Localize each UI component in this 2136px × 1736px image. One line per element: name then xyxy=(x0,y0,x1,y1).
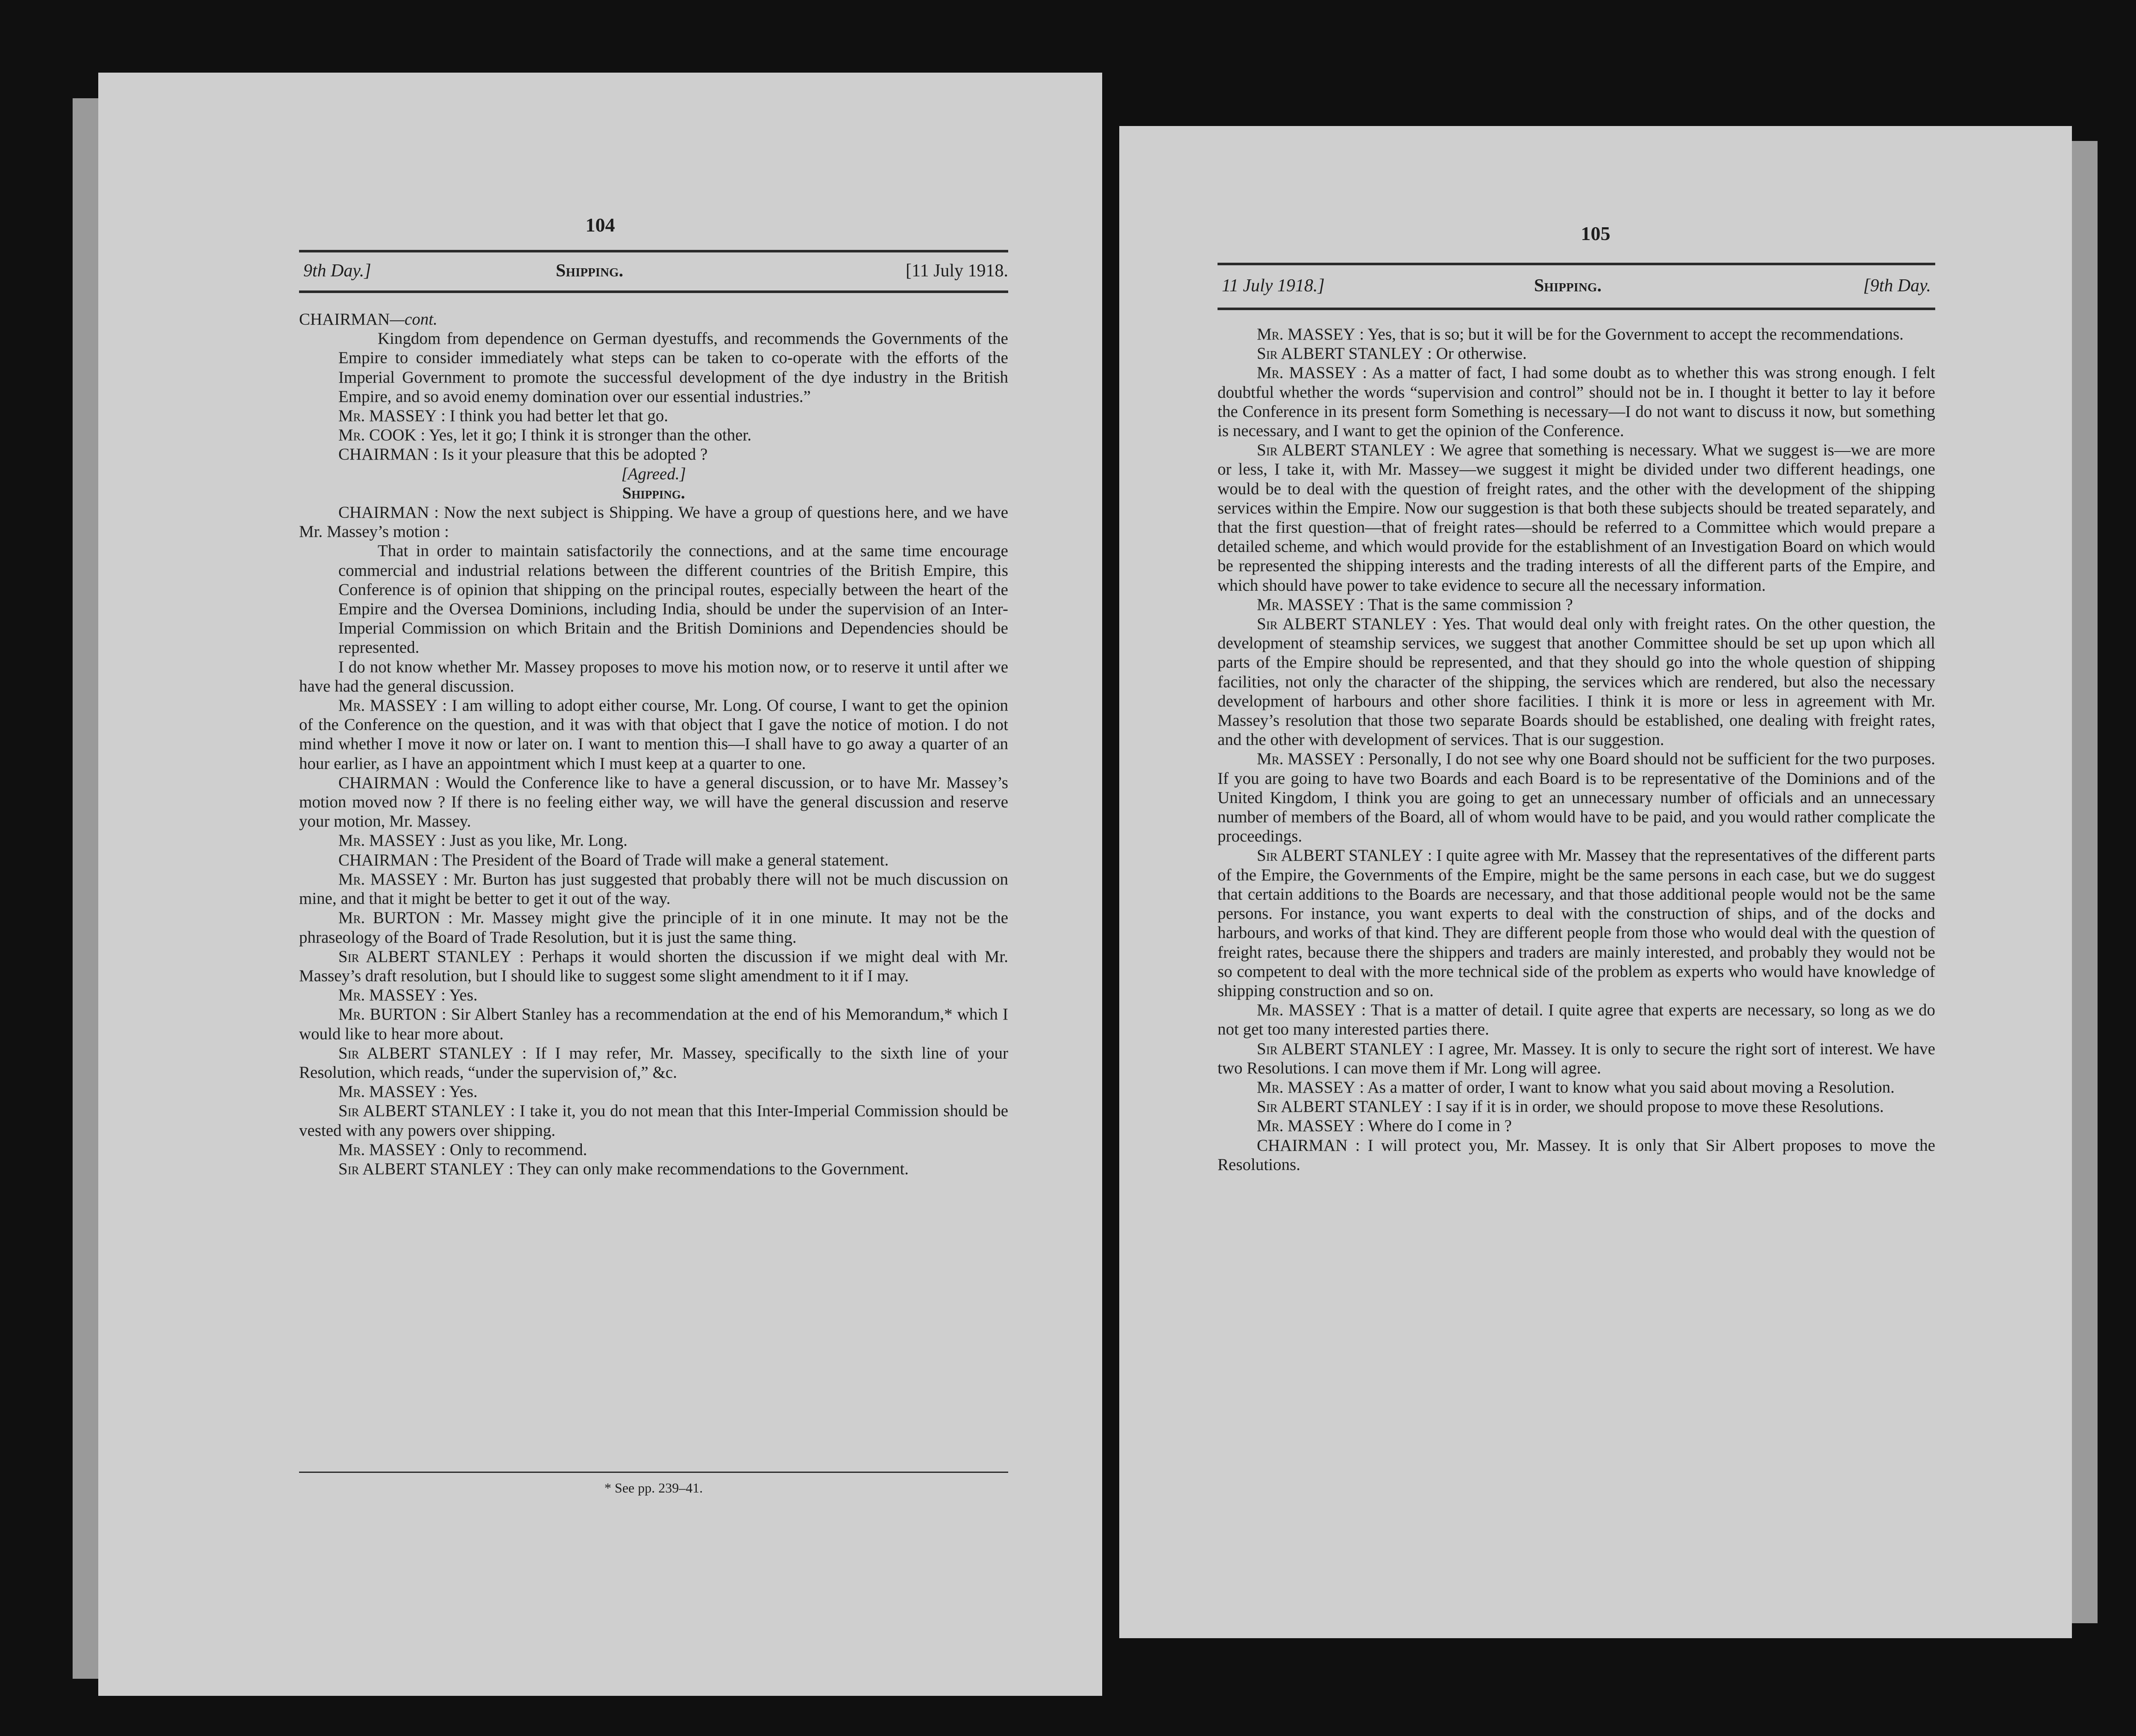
paragraph: CHAIRMAN : The President of the Board of Trade will make a general statement. xyxy=(338,850,889,869)
paragraph: Sir ALBERT STANLEY : I quite agree with Mr. Massey that the representatives of the different parts of the Empire, the Governments of the Empire, might be the same persons in each case, but we do suggest that certain additions to the Boards are necessary, and that those additional people would not be the same persons. For instance, you want experts to deal with the construction of ships, and of the docks and harbours, and works of that kind. They are different people from those who would deal with the question of freight rates, because there the shippers and traders are mainly interested, and probably they would not be so competent to deal with the more technical side of the problem as experts who would have knowledge of shipping construction and so on. xyxy=(1218,846,1936,1000)
paragraph: Mr. COOK : Yes, let it go; I think it is stronger than the other. xyxy=(338,426,751,445)
paragraph: Sir ALBERT STANLEY : I say if it is in order, we should propose to move these Resolutions. xyxy=(1257,1097,1884,1116)
running-head-center: Shipping. xyxy=(556,261,623,281)
left-text-body xyxy=(299,310,1008,1179)
header-rule-top xyxy=(299,250,1008,252)
running-head-center: Shipping. xyxy=(1534,276,1602,296)
agreed-line: [Agreed.] xyxy=(621,464,686,483)
right-page-edge xyxy=(2068,141,2098,1623)
paragraph: Mr. MASSEY : I am willing to adopt either course, Mr. Long. Of course, I want to get the opinion of the Conference on the question, and it was with that object that I gave the notice of motion. I do not mind whether I move it now or later on. I want to mention this—I shall have to go away a quarter of an hour earlier, as I have an appointment which I must keep at a quarter to one. xyxy=(299,696,1008,773)
paragraph: Sir ALBERT STANLEY : We agree that something is necessary. What we suggest is—we are more or less, I take it, with Mr. Massey—we suggest it might be divided under two different headings, one would be to deal with the question of freight rates, and the other with the development of the shipping services within the Empire. Now our suggestion is that both these subjects should be treated separately, and that the first question—that of freight rates—should be referred to a Committee which would prepare a detailed scheme, and which would provide for the establishment of an Investigation Board on which would be represented the shipping interests and the trading interests of all the different parts of the Empire, and which should have power to take evidence to secure all the necessary information. xyxy=(1218,441,1935,595)
paragraph: Mr. MASSEY : As a matter of order, I want to know what you said about moving a Resolution. xyxy=(1257,1078,1895,1097)
page-number: 105 xyxy=(1581,223,1611,244)
left-page xyxy=(98,73,1102,1696)
paragraph: Sir ALBERT STANLEY : Perhaps it would shorten the discussion if we might deal with Mr. Massey’s draft resolution, but I should like to suggest some slight amendment to it if I may. xyxy=(299,947,1008,985)
paragraph: Sir ALBERT STANLEY : Yes. That would deal only with freight rates. On the other question, the development of steamship services, we suggest that another Committee should be set up upon which all parts of the Empire should be represented, and that they should go into the whole question of shipping facilities, not only the character of the shipping, the services which are rendered, but also the necessary development of harbours and other shore facilities. I think it is more or less in agreement with Mr. Massey’s resolution that those two separate Boards should be established, one dealing with freight rates, and the other with development of services. That is our suggestion. xyxy=(1218,615,1935,749)
paragraph: Mr. MASSEY : As a matter of fact, I had some doubt as to whether this was strong enough. I felt doubtful whether the words “supervision and control” should not be in. I thought it better to lay it before the Conference in its present form Something is necessary—I do not want to discuss it now, but something is necessary, and I want to get the opinion of the Conference. xyxy=(1218,364,1936,440)
paragraph: CHAIRMAN : Would the Conference like to have a general discussion, or to have Mr. Massey’s motion moved now ? If there is no feeling either way, we will have the general discussion and reserve your motion, Mr. Massey. xyxy=(299,773,1008,831)
paragraph: Sir ALBERT STANLEY : I take it, you do not mean that this Inter-Imperial Commission should be vested with any powers over shipping. xyxy=(299,1102,1009,1140)
running-head-left: 11 July 1918.] xyxy=(1222,276,1325,296)
right-text-body xyxy=(1218,325,1935,1174)
paragraph: Mr. MASSEY : Only to recommend. xyxy=(338,1140,587,1159)
paragraph: Sir ALBERT STANLEY : If I may refer, Mr. Massey, specifically to the sixth line of your Resolution, which reads, “under the supervision of,” &c. xyxy=(299,1044,1008,1082)
paragraph: CHAIRMAN : Is it your pleasure that this be adopted ? xyxy=(338,445,708,464)
header-rule-bottom xyxy=(299,290,1008,293)
quoted-paragraph: Kingdom from dependence on German dyestuffs, and recommends the Governments of the Empire to consider immediately what steps can be taken to co-operate with the efforts of the Imperial Government to promote the successful development of the dye industry in the British Empire, and so avoid enemy domination over our essential industries.” xyxy=(338,329,1008,406)
paragraph: Mr. MASSEY : Personally, I do not see why one Board should not be sufficient for the two purposes. If you are going to have two Boards and each Board is to be representative of the Dominions and of the United Kingdom, I think you are going to get an unnecessary number of officials and an unnecessary number of members of the Board, all of whom would have to be paid, and you would rather complicate the proceedings. xyxy=(1218,750,1936,846)
paragraph: Mr. BURTON : Mr. Massey might give the principle of it in one minute. It may not be the phraseology of the Board of Trade Resolution, but it is just the same thing. xyxy=(299,909,1009,947)
paragraph: CHAIRMAN—cont. xyxy=(299,310,437,328)
paragraph: Sir ALBERT STANLEY : I agree, Mr. Massey. It is only to secure the right sort of interest. We have two Resolutions. I can move them if Mr. Long will agree. xyxy=(1218,1039,1936,1077)
footnote-rule xyxy=(299,1472,1008,1473)
running-head-left: 9th Day.] xyxy=(303,261,371,281)
paragraph: Mr. MASSEY : Just as you like, Mr. Long. xyxy=(338,831,628,850)
right-page xyxy=(1119,126,2072,1638)
footnote: * See pp. 239–41. xyxy=(604,1480,703,1496)
section-heading: Shipping. xyxy=(622,484,685,502)
paragraph: Mr. MASSEY : That is a matter of detail. I quite agree that experts are necessary, so long as we do not get too many interested parties there. xyxy=(1218,1001,1935,1039)
header-rule-bottom xyxy=(1218,308,1935,310)
paragraph: CHAIRMAN : I will protect you, Mr. Massey. It is only that Sir Albert proposes to move the Resolutions. xyxy=(1218,1136,1936,1174)
running-head-right: [11 July 1918. xyxy=(906,261,1008,281)
paragraph: Sir ALBERT STANLEY : They can only make recommendations to the Government. xyxy=(338,1159,909,1178)
paragraph: Mr. MASSEY : Yes, that is so; but it will be for the Government to accept the recommendations. xyxy=(1257,325,1904,343)
running-head-right: [9th Day. xyxy=(1863,276,1931,296)
paragraph: Mr. MASSEY : Mr. Burton has just suggested that probably there will not be much discussion on mine, and that it might be better to get it out of the way. xyxy=(299,870,1008,908)
header-rule-top xyxy=(1218,263,1935,265)
paragraph: I do not know whether Mr. Massey proposes to move his motion now, or to reserve it until after we have had the general discussion. xyxy=(299,657,1008,695)
paragraph: Sir ALBERT STANLEY : Or otherwise. xyxy=(1257,344,1527,363)
paragraph: Mr. MASSEY : Yes. xyxy=(338,1082,478,1101)
paragraph: CHAIRMAN : Now the next subject is Shipping. We have a group of questions here, and we have Mr. Massey’s motion : xyxy=(299,503,1009,541)
paragraph: Mr. MASSEY : That is the same commission ? xyxy=(1257,595,1573,614)
motion-text: That in order to maintain satisfactorily the connections, and at the same time encourage commercial and industrial relations between the different countries of the British Empire, this Conference is of opinion that shipping on the principal routes, especially between the heart of the Empire and the Oversea Dominions, including India, should be under the supervision of an Inter-Imperial Commission on which Britain and the British Dominions and Dependencies should be represented. xyxy=(338,542,1008,657)
paragraph: Mr. MASSEY : Where do I come in ? xyxy=(1257,1117,1512,1135)
paragraph: Mr. BURTON : Sir Albert Stanley has a recommendation at the end of his Memorandum,* which I would like to hear more about. xyxy=(299,1005,1009,1043)
paragraph: Mr. MASSEY : I think you had better let that go. xyxy=(338,407,668,425)
paragraph: Mr. MASSEY : Yes. xyxy=(338,986,478,1005)
page-number: 104 xyxy=(585,214,615,236)
